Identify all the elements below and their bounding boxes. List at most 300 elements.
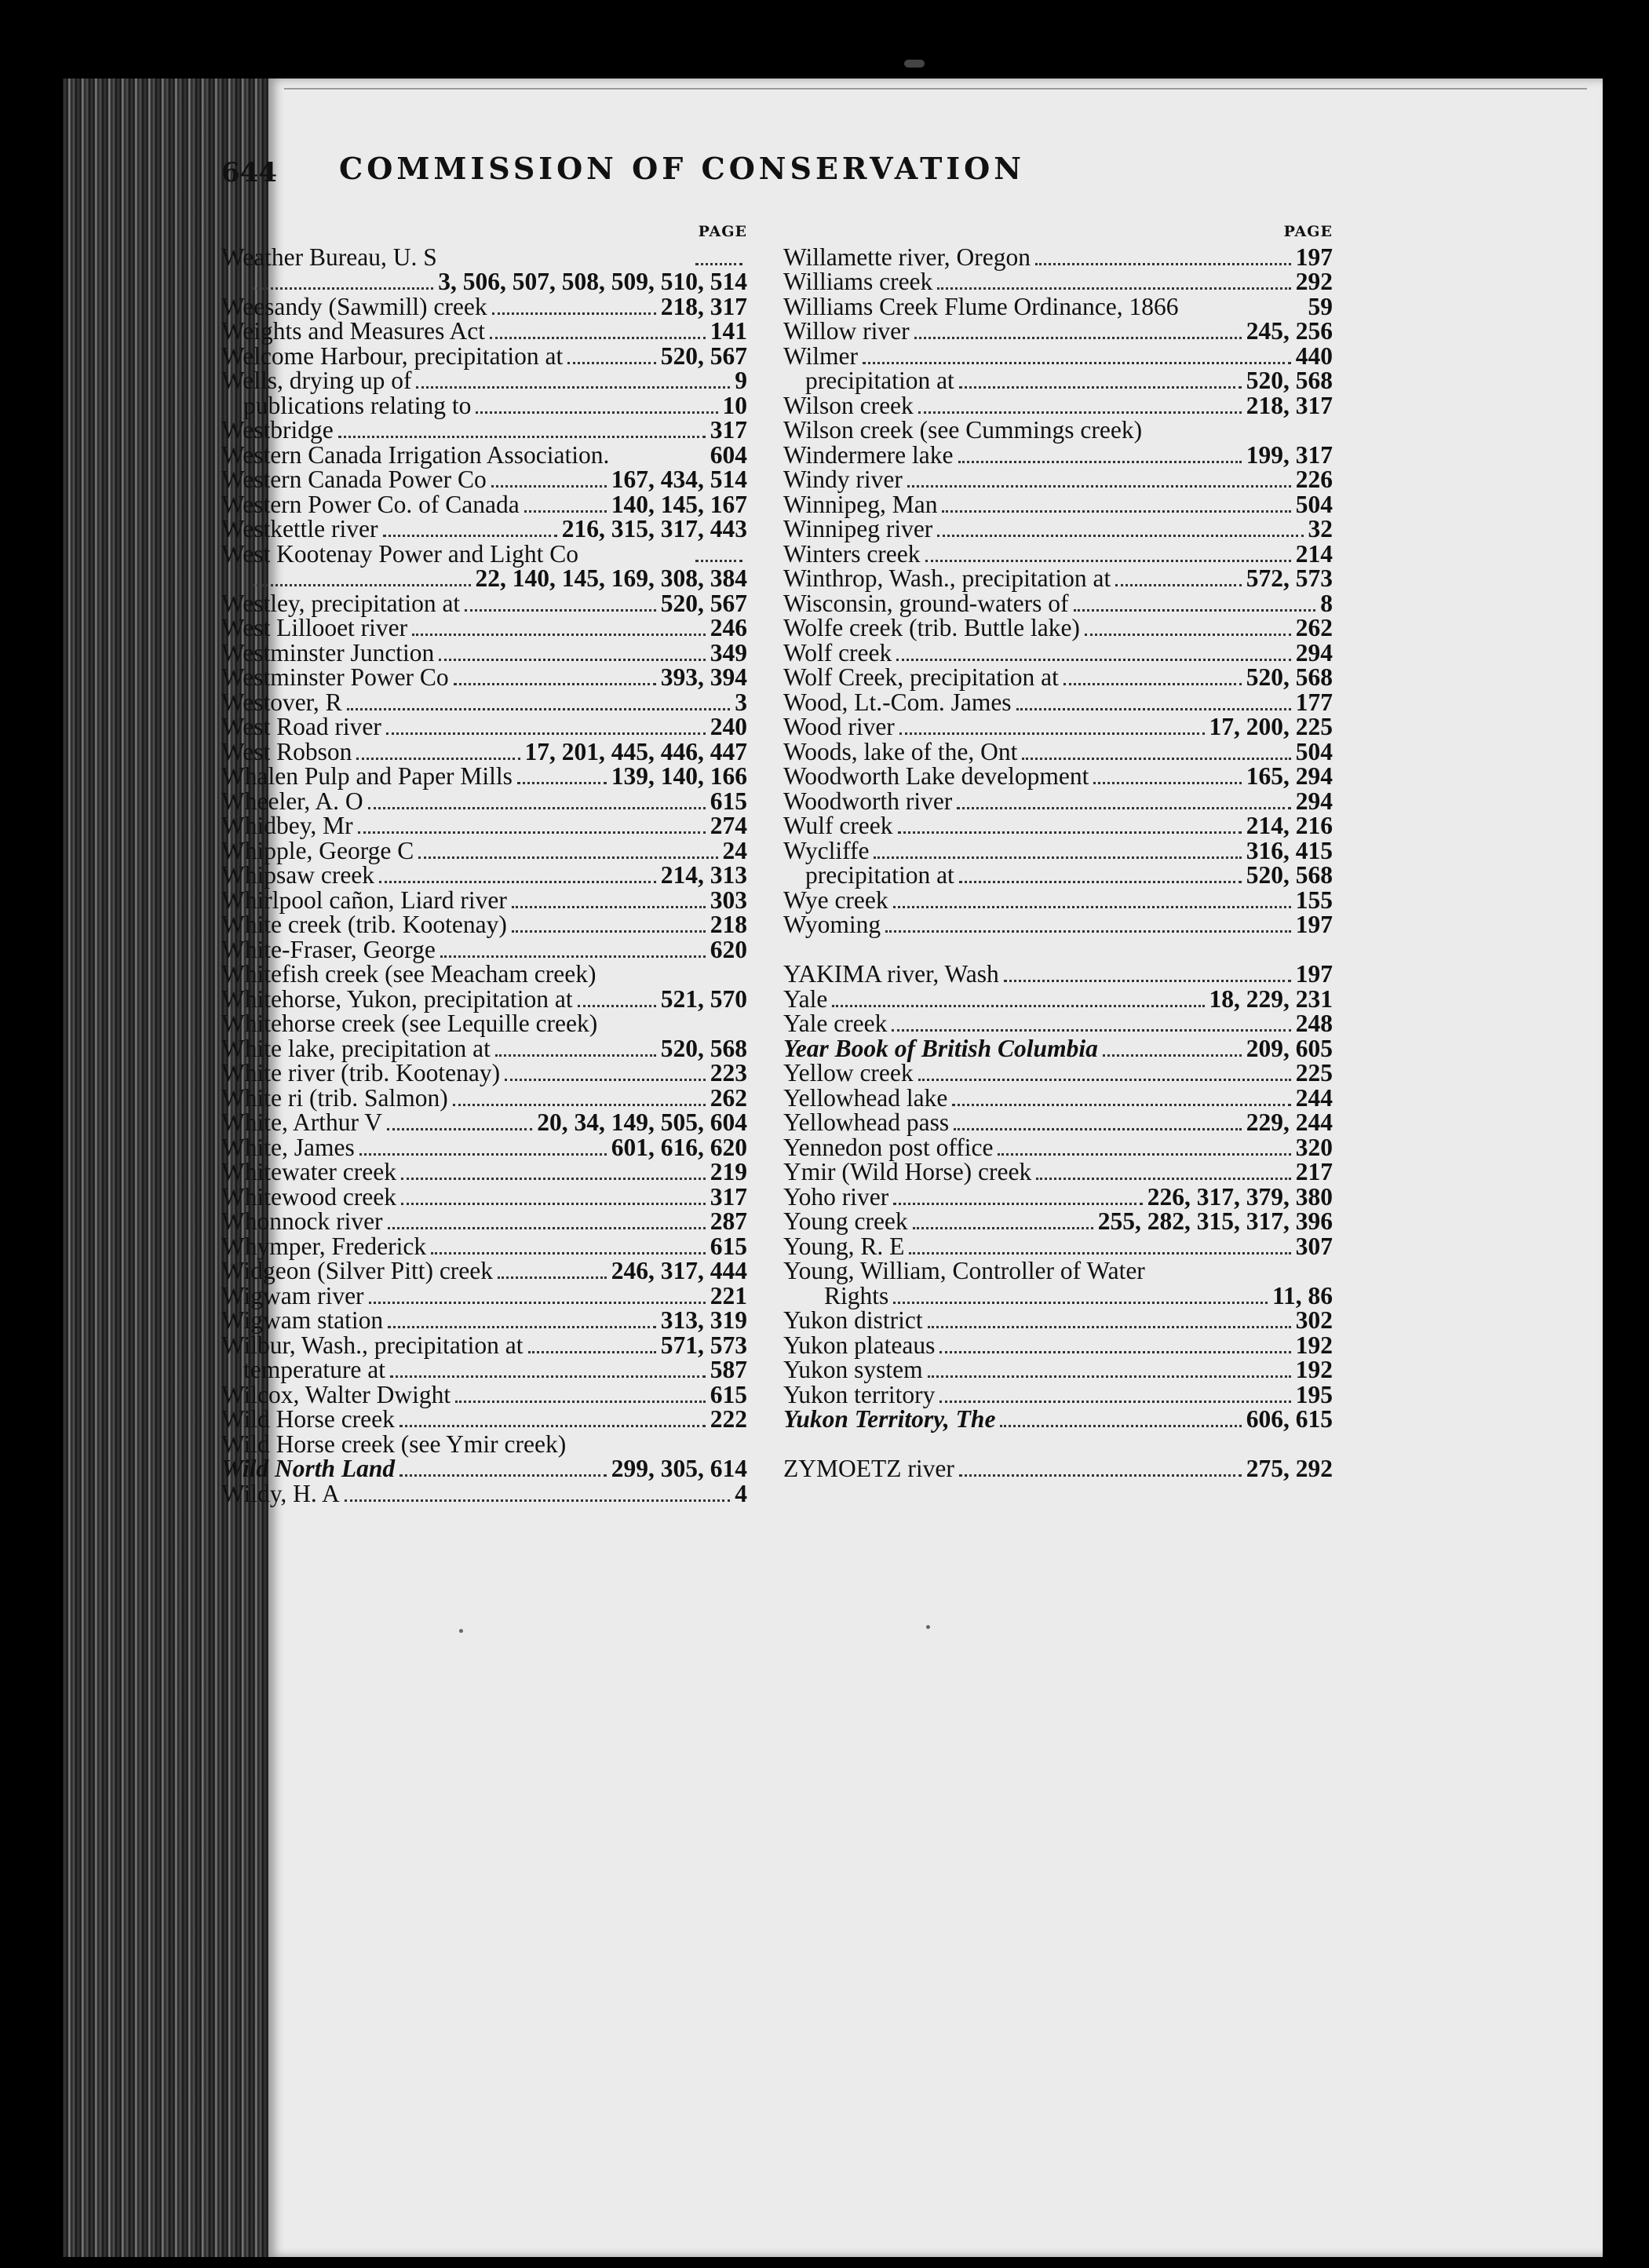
page-column-heading: PAGE (698, 223, 747, 240)
dot-leader (388, 1227, 706, 1229)
entry-term: Yukon territory (783, 1380, 936, 1408)
entry-term: Westbridge (221, 416, 334, 444)
index-entry (783, 1234, 1333, 1259)
entry-term: Wild Horse creek (see Ymir creek) (221, 1430, 567, 1458)
entry-term: precipitation at (805, 861, 954, 889)
entry-page-refs: 587 (710, 1356, 747, 1383)
dot-leader (952, 1104, 1290, 1106)
entry-page-refs: 10 (722, 391, 747, 419)
index-section-gap (783, 937, 1333, 962)
index-entry (783, 665, 1333, 690)
entry-term: Wilbur, Wash., precipitation at (221, 1331, 524, 1359)
dot-leader (885, 930, 1291, 933)
entry-term: Young, William, Controller of Water (783, 1257, 1145, 1284)
dot-leader (899, 732, 1205, 735)
dot-leader (1115, 584, 1241, 586)
entry-page-refs: 59 (1308, 292, 1333, 320)
index-entry (221, 1258, 747, 1284)
dot-leader (431, 1252, 706, 1255)
entry-term: Whitewater creek (221, 1158, 396, 1185)
dot-leader (939, 1351, 1290, 1353)
entry-term: Wyoming (783, 911, 881, 938)
index-entry (221, 245, 747, 270)
dot-leader (898, 831, 1242, 834)
index-entry (783, 319, 1333, 344)
dot-leader (505, 1079, 706, 1081)
page-column-heading: PAGE (1283, 223, 1333, 240)
entry-page-refs: 302 (1295, 1306, 1333, 1334)
dot-leader (958, 461, 1242, 463)
entry-page-refs: 287 (710, 1207, 747, 1235)
dot-leader (1074, 609, 1316, 612)
index-entry (221, 1160, 747, 1185)
entry-term: Wheeler, A. O (221, 787, 363, 815)
index-entry (221, 863, 747, 888)
dot-leader (253, 584, 471, 586)
index-entry (221, 690, 747, 715)
index-entry (783, 294, 1333, 320)
index-entry (221, 440, 747, 469)
entry-page-refs: 24 (722, 836, 747, 864)
index-entry (221, 1061, 747, 1086)
index-entry (221, 1209, 747, 1234)
entry-page-refs: 604 (710, 440, 747, 469)
entry-page-refs: 192 (1295, 1331, 1333, 1359)
dot-leader (495, 1054, 656, 1057)
dot-leader (512, 906, 706, 908)
entry-page-refs: 620 (710, 935, 747, 963)
dot-leader (439, 659, 705, 661)
dot-leader (1093, 782, 1241, 784)
index-entry (221, 1481, 747, 1507)
dot-leader (695, 263, 742, 265)
entry-term: Yale (783, 984, 828, 1013)
entry-page-refs: 9 (735, 367, 747, 394)
dot-leader (1063, 683, 1242, 685)
entry-term: Wildy, H. A (221, 1479, 340, 1507)
entry-term: White ri (trib. Salmon) (221, 1083, 448, 1112)
entry-term: Wood, Lt.-Com. James (783, 688, 1012, 716)
index-entry (221, 888, 747, 913)
entry-page-refs: 275, 292 (1246, 1455, 1333, 1482)
entry-term: Williams Creek Flume Ordinance, 1866 (783, 292, 1179, 320)
index-entry (221, 813, 747, 838)
entry-term: Yellowhead pass (783, 1108, 950, 1136)
entry-term: Wye creek (783, 886, 888, 914)
entry-term: publications relating to (243, 391, 472, 419)
entry-term: Wolfe creek (trib. Buttle lake) (783, 614, 1080, 641)
entry-page-refs: 245, 256 (1246, 317, 1333, 345)
entry-term: Weights and Measures Act (221, 317, 486, 345)
dot-leader (512, 930, 706, 933)
index-entry (221, 269, 747, 294)
dot-leader (490, 337, 706, 339)
entry-term: Wilmer (783, 341, 858, 370)
entry-page-refs: 226 (1295, 466, 1333, 493)
entry-term: Wisconsin, ground-waters of (783, 589, 1069, 617)
entry-term: Yukon district (783, 1306, 923, 1334)
entry-page-refs: 223 (710, 1059, 747, 1087)
entry-term: Wild North Land (221, 1455, 396, 1482)
entry-page-refs: 615 (710, 1380, 747, 1408)
entry-term: White, Arthur V (221, 1108, 383, 1136)
scan-smudge (904, 60, 925, 68)
entry-page-refs: 195 (1295, 1380, 1333, 1408)
entry-term: Wigwam river (221, 1281, 364, 1309)
dot-leader (416, 386, 730, 389)
entry-page-refs: 520, 568 (1246, 861, 1333, 889)
entry-term: Wigwam station (221, 1306, 384, 1334)
entry-term: Young, R. E (783, 1232, 905, 1260)
entry-page-refs: 222 (710, 1405, 747, 1433)
entry-page-refs: 248 (1295, 1010, 1333, 1037)
index-entry (221, 1407, 747, 1432)
entry-page-refs: 601, 616, 620 (611, 1133, 747, 1161)
index-entry (783, 539, 1333, 568)
index-entry (221, 418, 747, 443)
entry-page-refs: 316, 415 (1246, 836, 1333, 864)
index-entry (221, 1110, 747, 1135)
dot-leader (1035, 263, 1291, 265)
entry-page-refs: 294 (1295, 787, 1333, 815)
dot-leader (369, 1302, 706, 1304)
entry-term: Yukon plateaus (783, 1331, 936, 1359)
entry-term: Whalen Pulp and Paper Mills (221, 762, 513, 790)
index-entry (221, 1333, 747, 1358)
entry-term: Wilcox, Walter Dwight (221, 1380, 451, 1408)
entry-term: White-Fraser, George (221, 935, 436, 963)
entry-page-refs: 521, 570 (660, 984, 747, 1013)
index-entry (221, 1234, 747, 1259)
entry-term: Wood river (783, 713, 895, 740)
entry-term: Winters creek (783, 539, 921, 568)
entry-page-refs: 17, 201, 445, 446, 447 (524, 737, 747, 765)
entry-term: Western Canada Irrigation Association. (221, 440, 610, 469)
dot-leader (418, 856, 717, 859)
entry-page-refs: 141 (710, 317, 747, 345)
entry-page-refs: 571, 573 (660, 1331, 747, 1359)
entry-term: Windy river (783, 466, 903, 493)
entry-page-refs: 299, 305, 614 (611, 1455, 747, 1482)
index-column-left (221, 220, 747, 1506)
index-entry (221, 1382, 747, 1408)
index-entry (783, 863, 1333, 888)
index-entry (783, 1160, 1333, 1185)
entry-term: Rights (824, 1281, 889, 1309)
entry-page-refs: 11, 86 (1271, 1281, 1333, 1309)
entry-term: Whipple, George C (221, 836, 414, 864)
entry-term: Westminster Junction (221, 638, 435, 667)
dot-leader (832, 1005, 1204, 1007)
dot-leader (399, 1425, 706, 1427)
dot-leader (368, 807, 706, 809)
entry-term: Year Book of British Columbia (783, 1034, 1098, 1062)
entry-page-refs: 192 (1295, 1356, 1333, 1383)
dot-leader (465, 609, 656, 612)
entry-term: Young creek (783, 1207, 908, 1235)
dot-leader (347, 708, 731, 710)
dot-leader (1016, 708, 1291, 710)
dot-leader (578, 1005, 656, 1007)
index-entry (221, 319, 747, 344)
entry-term: Woodworth river (783, 787, 953, 815)
entry-term: Woods, lake of the, Ont (783, 737, 1018, 765)
index-entry (783, 615, 1333, 641)
dot-leader (401, 1178, 706, 1180)
entry-page-refs: 255, 282, 315, 317, 396 (1097, 1207, 1333, 1235)
entry-term: Whitewood creek (221, 1182, 397, 1211)
index-entry (221, 517, 747, 542)
entry-term: Yukon Territory, The (783, 1405, 996, 1433)
index-entry (783, 341, 1333, 370)
entry-term: precipitation at (805, 367, 954, 394)
entry-term: West Lillooet river (221, 614, 408, 641)
entry-page-refs: 246 (710, 614, 747, 641)
entry-page-refs: 214, 313 (660, 861, 747, 889)
index-entry (783, 269, 1333, 294)
dot-leader (567, 362, 655, 364)
entry-page-refs: 3 (735, 688, 747, 716)
entry-term: Yale creek (783, 1010, 888, 1037)
index-entry (221, 937, 747, 962)
entry-page-refs: 606, 615 (1246, 1405, 1333, 1433)
dot-leader (863, 362, 1291, 364)
dot-leader (937, 535, 1303, 537)
entry-page-refs: 214, 216 (1246, 812, 1333, 839)
entry-page-refs: 18, 229, 231 (1209, 984, 1333, 1013)
index-entry (221, 714, 747, 740)
index-entry (783, 566, 1333, 591)
entry-page-refs: 3, 506, 507, 508, 509, 510, 514 (438, 268, 747, 295)
index-entry (221, 984, 747, 1013)
entry-term: Ymir (Wild Horse) creek (783, 1158, 1032, 1185)
index-entry (221, 368, 747, 393)
entry-page-refs: 504 (1295, 737, 1333, 765)
entry-term: West Kootenay Power and Light Co (221, 539, 579, 568)
entry-page-refs: 520, 568 (660, 1034, 747, 1062)
dot-leader (1085, 634, 1291, 636)
entry-term: Willow river (783, 317, 910, 345)
entry-page-refs: 615 (710, 1232, 747, 1260)
entry-page-refs: 393, 394 (660, 663, 747, 691)
entry-page-refs: 240 (710, 713, 747, 740)
entry-term: West Road river (221, 713, 381, 740)
dot-leader (939, 1401, 1290, 1403)
dot-leader (893, 906, 1291, 908)
entry-term: Yoho river (783, 1182, 889, 1211)
index-entry (783, 467, 1333, 492)
entry-term: Yukon system (783, 1356, 923, 1383)
entry-term: White creek (trib. Kootenay) (221, 911, 507, 938)
dot-leader (454, 683, 656, 685)
dot-leader (942, 510, 1290, 513)
index-entry (221, 1432, 747, 1457)
index-entry (221, 962, 747, 987)
dot-leader (874, 856, 1241, 859)
entry-page-refs: 199, 317 (1246, 440, 1333, 469)
index-entry (783, 368, 1333, 393)
dot-leader (928, 1375, 1291, 1378)
dot-leader (959, 1474, 1242, 1477)
index-entry (783, 1036, 1333, 1061)
page-top-rule (284, 88, 1587, 89)
scan-speck (926, 1625, 930, 1629)
entry-page-refs: 274 (710, 812, 747, 839)
dot-leader (440, 955, 706, 958)
dot-leader (383, 535, 557, 537)
entry-term: Welcome Harbour, precipitation at (221, 341, 564, 370)
dot-leader (928, 1326, 1291, 1328)
dot-leader (957, 807, 1290, 809)
entry-term: ZYMOETZ river (783, 1455, 954, 1482)
entry-page-refs: 307 (1295, 1232, 1333, 1260)
page-number: 644 (221, 157, 277, 188)
entry-term: Yellow creek (783, 1059, 914, 1087)
index-entry (783, 737, 1333, 765)
entry-term: West Robson (221, 737, 352, 765)
entry-page-refs: 216, 315, 317, 443 (561, 515, 747, 542)
dot-leader (907, 485, 1291, 488)
entry-term: Wycliffe (783, 836, 870, 864)
index-entry (783, 591, 1333, 616)
entry-term: Winnipeg river (783, 515, 933, 542)
entry-page-refs: 218, 317 (1246, 391, 1333, 419)
entry-page-refs: 294 (1295, 638, 1333, 667)
dot-leader (338, 436, 706, 438)
entry-term: White river (trib. Kootenay) (221, 1059, 501, 1087)
entry-page-refs: 221 (710, 1281, 747, 1309)
index-entry (221, 1308, 747, 1333)
dot-leader (379, 881, 656, 883)
dot-leader (1103, 1054, 1242, 1057)
index-entry (783, 1407, 1333, 1432)
dot-leader (528, 1351, 656, 1353)
entry-term: Woodworth Lake development (783, 762, 1089, 790)
index-entry (783, 838, 1333, 864)
dot-leader (959, 386, 1242, 389)
entry-term: Weesandy (Sawmill) creek (221, 292, 487, 320)
entry-term: Whirlpool cañon, Liard river (221, 886, 507, 914)
index-entry (783, 440, 1333, 469)
entry-page-refs: 165, 294 (1246, 762, 1333, 790)
entry-term: Wilson creek (see Cummings creek) (783, 416, 1143, 444)
index-entry (783, 517, 1333, 542)
entry-term: Westley, precipitation at (221, 589, 461, 617)
dot-leader (893, 1203, 1143, 1205)
entry-page-refs: 520, 567 (660, 589, 747, 617)
dot-leader (455, 1401, 706, 1403)
entry-term: Windermere lake (783, 440, 954, 469)
index-entry (221, 737, 747, 765)
entry-page-refs: 303 (710, 886, 747, 914)
dot-leader (998, 1153, 1290, 1156)
dot-leader (1036, 1178, 1291, 1180)
entry-page-refs: 246, 317, 444 (611, 1257, 747, 1284)
dot-leader (695, 560, 742, 562)
index-entry (221, 1357, 747, 1382)
index-entry (783, 1333, 1333, 1358)
entry-page-refs: 349 (710, 638, 747, 667)
index-entry (221, 665, 747, 690)
dot-leader (498, 1276, 607, 1279)
index-entry (221, 393, 747, 418)
index-entry (783, 984, 1333, 1013)
index-entry (221, 912, 747, 937)
dot-leader (453, 1104, 706, 1106)
dot-leader (1004, 980, 1291, 982)
entry-term: Westminster Power Co (221, 663, 449, 691)
dot-leader (386, 732, 706, 735)
entry-page-refs: 8 (1320, 589, 1333, 617)
entry-term: Wells, drying up of (221, 367, 412, 394)
entry-term: Whipsaw creek (221, 861, 375, 889)
index-entry (221, 1036, 747, 1061)
entry-term: Westover, R (221, 688, 342, 716)
index-entry (221, 341, 747, 370)
entry-page-refs: 217 (1295, 1158, 1333, 1185)
index-entry (783, 1308, 1333, 1333)
index-entry (783, 888, 1333, 913)
entry-page-refs: 229, 244 (1246, 1108, 1333, 1136)
entry-page-refs: 262 (1295, 614, 1333, 641)
index-entry (783, 418, 1333, 443)
index-entry (221, 615, 747, 641)
index-entry (783, 1382, 1333, 1408)
index-entry (221, 1281, 747, 1309)
index-entry (783, 393, 1333, 418)
entry-page-refs: 218, 317 (660, 292, 747, 320)
entry-page-refs: 226, 317, 379, 380 (1147, 1182, 1333, 1211)
index-section-gap (783, 1432, 1333, 1457)
index-entry (221, 838, 747, 864)
entry-page-refs: 320 (1295, 1133, 1333, 1161)
index-entry (221, 1456, 747, 1481)
index-entry (783, 789, 1333, 814)
index-entry (783, 1258, 1333, 1284)
entry-page-refs: 140, 145, 167 (611, 490, 747, 518)
index-entry (783, 1209, 1333, 1234)
dot-leader (909, 1252, 1290, 1255)
entry-page-refs: 22, 140, 145, 169, 308, 384 (475, 564, 747, 592)
dot-leader (954, 1128, 1242, 1130)
dot-leader (918, 1079, 1291, 1081)
entry-term: YAKIMA river, Wash (783, 960, 999, 988)
entry-term: Winnipeg, Man (783, 490, 938, 518)
index-column-right (783, 220, 1333, 1481)
dot-leader (524, 510, 607, 513)
running-title: COMMISSION OF CONSERVATION (339, 151, 1025, 186)
entry-page-refs: 520, 568 (1246, 367, 1333, 394)
entry-term: Western Power Co. of Canada (221, 490, 520, 518)
dot-leader (388, 1326, 656, 1328)
index-entry (221, 1083, 747, 1112)
entry-term: Whonnock river (221, 1207, 383, 1235)
dot-leader (476, 411, 717, 414)
entry-term: Westkettle river (221, 515, 378, 542)
entry-page-refs: 225 (1295, 1059, 1333, 1087)
entry-page-refs: 504 (1295, 490, 1333, 518)
dot-leader (399, 1474, 607, 1477)
index-entry (221, 789, 747, 814)
entry-page-refs: 209, 605 (1246, 1034, 1333, 1062)
dot-leader (893, 1302, 1268, 1304)
entry-page-refs: 197 (1295, 243, 1333, 271)
entry-page-refs: 262 (710, 1083, 747, 1112)
dot-leader (913, 1227, 1093, 1229)
dot-leader (914, 337, 1242, 339)
dot-leader (892, 1029, 1290, 1032)
entry-page-refs: 139, 140, 166 (611, 762, 747, 790)
